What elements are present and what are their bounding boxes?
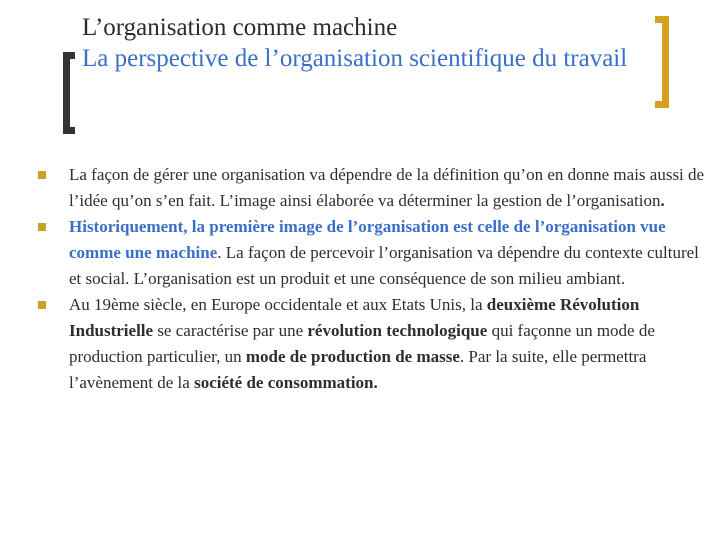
bullet-text-bold: deuxième Révolution Industrielle bbox=[69, 295, 640, 340]
bullet-text: qui façonne un mode de production particulier, un bbox=[69, 321, 655, 366]
bullet-text-bold: . bbox=[660, 191, 665, 210]
bullet-text-bold: société de consommation. bbox=[194, 373, 378, 392]
left-bracket-decoration bbox=[63, 52, 75, 134]
square-bullet-icon bbox=[38, 223, 46, 231]
slide-title: L’organisation comme machine bbox=[82, 14, 398, 41]
bullet-text-bold: mode de production de masse bbox=[245, 347, 460, 366]
bullet-text: Au 19ème siècle, en Europe occidentale et aux Etats Unis, la bbox=[69, 295, 487, 314]
right-bracket-decoration bbox=[655, 16, 669, 108]
slide-subtitle: La perspective de l’organisation scientifique du travail bbox=[82, 45, 628, 72]
bullet-list bbox=[36, 162, 711, 396]
bullet-text: . Par la suite, elle permettra l’avènement de la bbox=[69, 347, 647, 392]
bullet-highlight-text: Historiquement, la première image de l’organisation est celle de l’organisation vue comme une machine bbox=[69, 217, 666, 262]
square-bullet-icon bbox=[38, 171, 46, 179]
bullet-text: se caractérise par une bbox=[153, 321, 308, 340]
bullet-item-3 bbox=[36, 292, 711, 396]
title-block bbox=[82, 12, 652, 74]
bullet-text-bold: révolution technologique bbox=[307, 321, 488, 340]
square-bullet-icon bbox=[38, 301, 46, 309]
bullet-item-2 bbox=[36, 214, 711, 292]
bullet-text: La façon de gérer une organisation va dépendre de la définition qu’on en donne mais aussi de l’idée qu’on s’en fait. L’image ainsi élaborée va déterminer la gestion de l’organisation bbox=[69, 165, 705, 210]
bullet-item-1 bbox=[36, 162, 711, 214]
bullet-text: . La façon de percevoir l’organisation va dépendre du contexte culturel et social. L’organisation est un produit et une conséquence de son milieu ambiant. bbox=[69, 243, 699, 288]
